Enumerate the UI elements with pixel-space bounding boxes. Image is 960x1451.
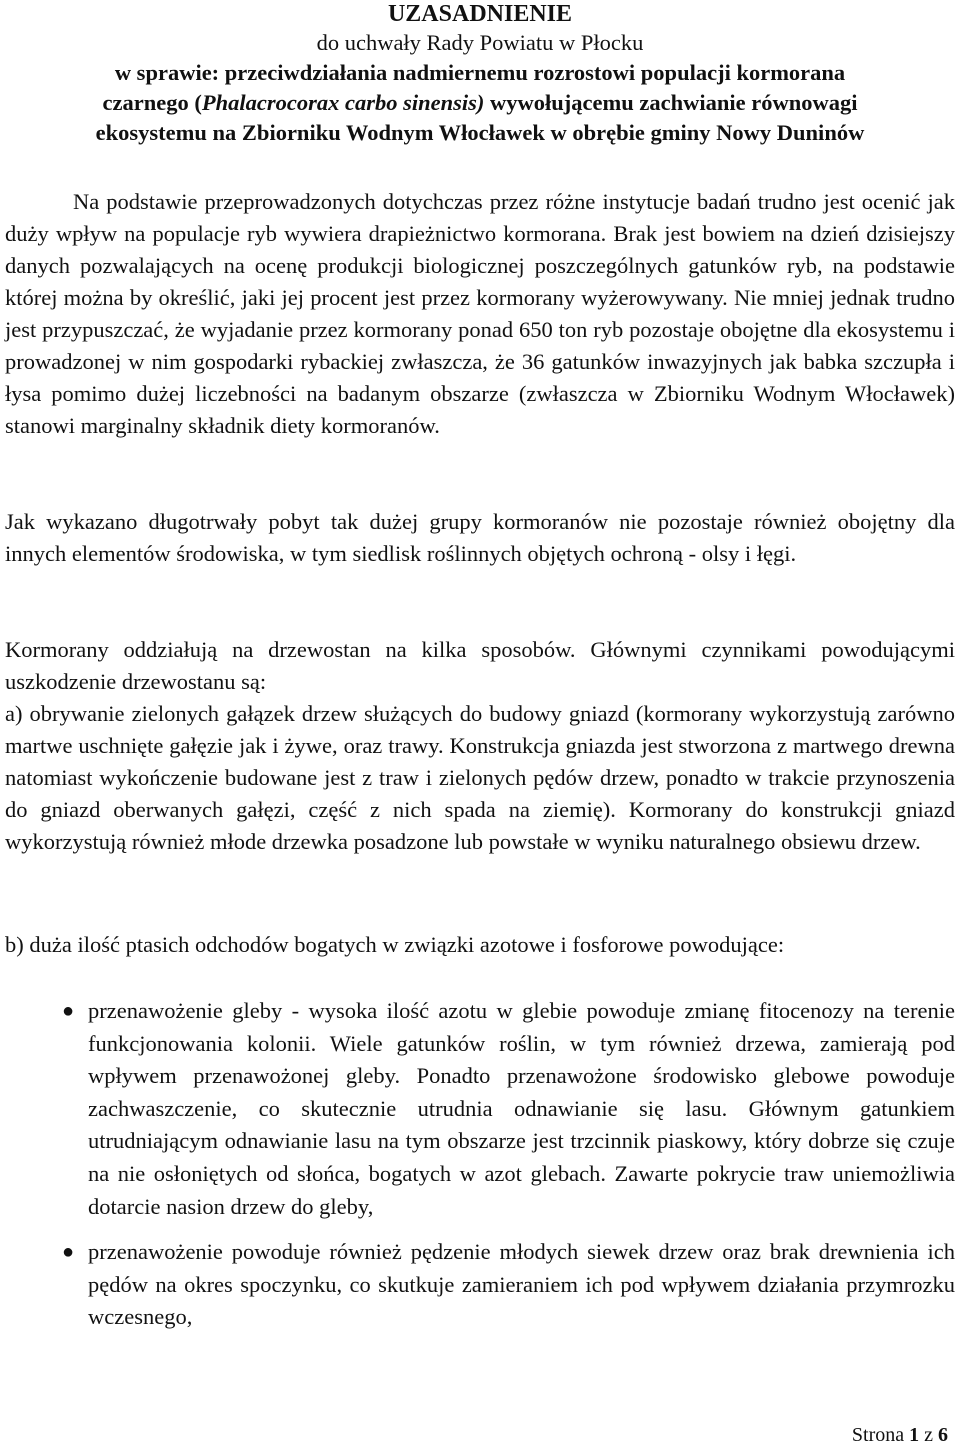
page-number-current: 1 bbox=[909, 1424, 920, 1446]
document-header bbox=[0, 0, 960, 148]
bullet-icon: ● bbox=[62, 1241, 75, 1264]
page-number bbox=[852, 1422, 948, 1448]
list-item-text: przenawożenie powoduje również pędzenie młodych siewek drzew oraz brak drewnienia ich pędów na okres spoczynku, co skutkuje zamieraniem ich pod wpływem działania przymrozku wczesnego, bbox=[88, 1239, 955, 1330]
paragraph-4: a) obrywanie zielonych gałązek drzew służących do budowy gniazd (kormorany wykorzystują zarówno martwe uschnięte gałęzie jak i żywe, oraz trawy. Konstrukcja gniazda jest stworzona z martwego drewna natomiast wykończenie budowane jest z traw i zielonych pędów drzew, ponadto w trakcie przynoszenia do gniazd oberwanych gałęzi, część z nich spada na ziemię). Kormorany do konstrukcji gniazd wykorzystują również młode drzewka posadzone lub powstałe w wyniku naturalnego obsiewu drzew. bbox=[5, 701, 955, 854]
list-item bbox=[0, 995, 955, 1223]
page-number-total: 6 bbox=[938, 1424, 948, 1446]
paragraph-5: b) duża ilość ptasich odchodów bogatych w związki azotowe i fosforowe powodujące: bbox=[5, 932, 785, 957]
header-subject-line-2-pre: czarnego ( bbox=[102, 90, 202, 115]
bullet-list bbox=[0, 995, 960, 1334]
paragraph-1-text: Na podstawie przeprowadzonych dotychczas przez różne instytucje badań trudno jest ocenić jak duży wpływ na populacje ryb wywiera drapieżnictwo kormorana. Brak jest bowiem na dzień dzisiejszy danych pozwalających na ocenę produkcji biologicznej poszczególnych gatunków ryb, na podstawie której można by określić, jaki jej procent jest przez kormorany wyżerowywany. Nie mniej jednak trudno jest przypuszczać, że wyjadanie przez kormorany ponad 650 ton ryb pozostaje obojętne dla ekosystemu i prowadzonej w nim gospodarki rybackiej zwłaszcza, że 36 gatunków inwazyjnych jak babka szczupła i łysa pomimo dużej liczebności na badanym obszarze (zwłaszcza w Zbiorniku Wodnym Włocławek) stanowi marginalny składnik diety kormoranów. bbox=[5, 189, 955, 438]
list-item bbox=[0, 1236, 955, 1334]
list-item-text: przenawożenie gleby - wysoka ilość azotu w glebie powoduje zmianę fitocenozy na terenie funkcjonowania kolonii. Wiele gatunków roślin, w tym również drzewa, zamierają pod wpływem przenawożonej gleby. Ponadto przenawożone środowisko glebowe powoduje zachwaszczenie, co skutecznie utrudnia odnawianie się lasu. Głównym gatunkiem utrudniającym odnawianie lasu na tym obszarze jest trzcinnik piaskowy, który dobrze się czuje na nie osłoniętych od słońca, bogatych w azot glebach. Zawarte pokrycie traw uniemożliwia dotarcie nasion drzew do gleby, bbox=[88, 998, 955, 1219]
paragraph-3: Kormorany oddziałują na drzewostan na kilka sposobów. Głównymi czynnikami powodującymi uszkodzenie drzewostanu są: bbox=[5, 637, 955, 694]
header-subject-line-2-post: wywołującemu zachwianie równowagi bbox=[484, 90, 858, 115]
species-latin-name: Phalacrocorax carbo sinensis) bbox=[201, 90, 485, 115]
paragraph-1 bbox=[5, 186, 955, 442]
document-title: UZASADNIENIE bbox=[387, 1, 573, 27]
paragraph-2: Jak wykazano długotrwały pobyt tak dużej grupy kormoranów nie pozostaje również obojętny dla innych elementów środowiska, w tym siedlisk roślinnych objętych ochroną - olsy i łęgi. bbox=[5, 509, 955, 566]
header-subject-line-3: ekosystemu na Zbiorniku Wodnym Włocławek w obrębie gminy Nowy Duninów bbox=[95, 120, 865, 145]
bullet-icon: ● bbox=[62, 1000, 75, 1022]
page-number-label: Strona bbox=[851, 1424, 905, 1446]
header-subject-line-2 bbox=[0, 88, 960, 118]
header-subject-line-1: w sprawie: przeciwdziałania nadmiernemu rozrostowi populacji kormorana bbox=[114, 60, 846, 85]
header-line-resolution: do uchwały Rady Powiatu w Płocku bbox=[316, 30, 644, 55]
page-number-separator: z bbox=[924, 1424, 933, 1446]
